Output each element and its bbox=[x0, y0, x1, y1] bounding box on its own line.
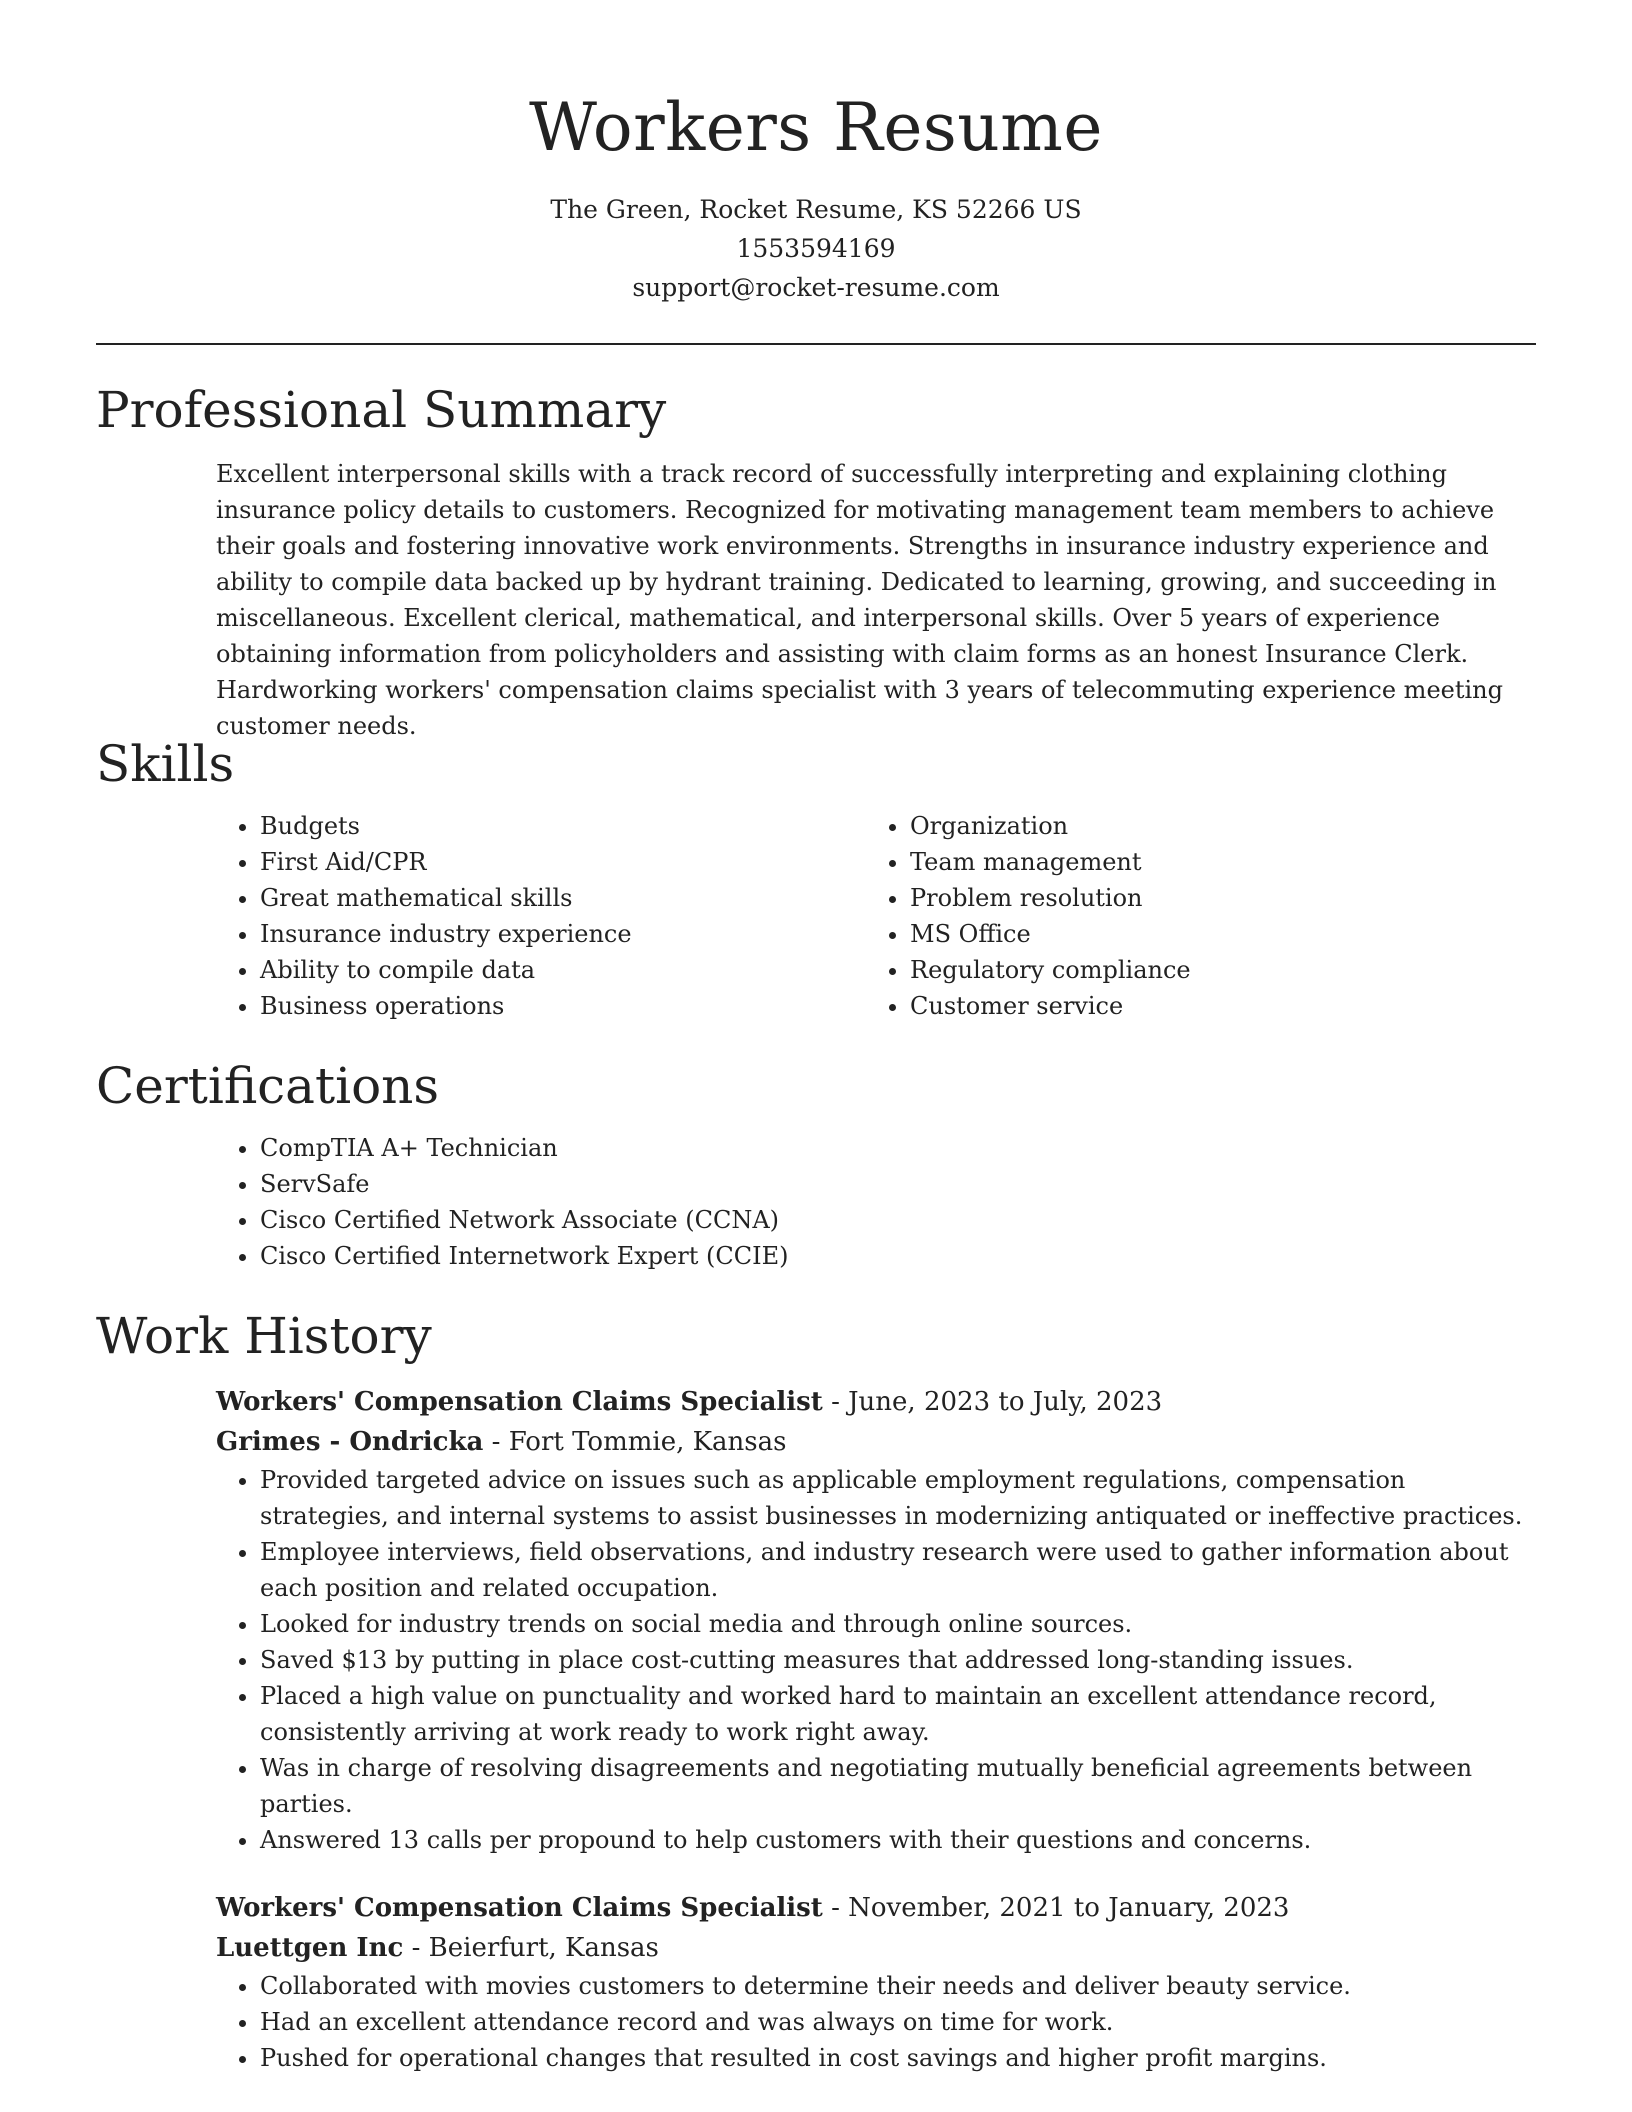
certification-item: • ServSafe bbox=[260, 1166, 1536, 1202]
job-company: Grimes - Ondricka bbox=[216, 1427, 484, 1457]
job-bullets bbox=[216, 1462, 1536, 1858]
job-bullet: • Had an excellent attendance record and was always on time for work. bbox=[260, 2004, 1536, 2040]
job-location: - Fort Tommie, Kansas bbox=[483, 1427, 787, 1457]
skill-item: • Problem resolution bbox=[910, 880, 1516, 916]
job-company: Luettgen Inc bbox=[216, 1933, 404, 1963]
skill-item: • Great mathematical skills bbox=[260, 880, 866, 916]
skill-item: • Insurance industry experience bbox=[260, 916, 866, 952]
skills-grid bbox=[216, 808, 1536, 1024]
job-bullet: • Placed a high value on punctuality and worked hard to maintain an excellent attendance record, consistently arriving at work ready to work right away. bbox=[260, 1678, 1536, 1750]
skill-item: • Ability to compile data bbox=[260, 952, 866, 988]
skill-item: • Budgets bbox=[260, 808, 866, 844]
job-position: Workers' Compensation Claims Specialist bbox=[216, 1893, 823, 1923]
resume-page bbox=[96, 0, 1536, 2072]
job-title-line bbox=[216, 1382, 1536, 1422]
job-dates: - June, 2023 to July, 2023 bbox=[822, 1387, 1163, 1417]
skills-section bbox=[96, 732, 1536, 1024]
certifications-section bbox=[96, 1054, 1536, 1274]
job-entry bbox=[216, 1382, 1536, 1858]
candidate-name: Workers Resume bbox=[529, 89, 1103, 166]
skill-item: • MS Office bbox=[910, 916, 1516, 952]
summary-text: Excellent interpersonal skills with a track record of successfully interpreting and explaining clothing insurance policy details to customers. Recognized for motivating management team members to achieve their goals and fostering innovative work environments. Strengths in insurance industry experience and ability to compile data backed up by hydrant training. Dedicated to learning, growing, and succeeding in miscellaneous. Excellent clerical, mathematical, and interpersonal skills. Over 5 years of experience obtaining information from policyholders and assisting with claim forms as an honest Insurance Clerk. Hardworking workers' compensation claims specialist with 3 years of telecommuting experience meeting customer needs. bbox=[216, 460, 1503, 740]
job-location: - Beierfurt, Kansas bbox=[403, 1933, 659, 1963]
summary-section bbox=[96, 378, 1536, 744]
skill-item: • Organization bbox=[910, 808, 1516, 844]
resume-header bbox=[96, 0, 1536, 345]
certifications-title: Certifications bbox=[96, 1057, 440, 1115]
address: The Green, Rocket Resume, KS 52266 US bbox=[550, 195, 1082, 224]
header-divider bbox=[96, 343, 1536, 345]
skill-item: • First Aid/CPR bbox=[260, 844, 866, 880]
job-bullet: • Was in charge of resolving disagreements and negotiating mutually beneficial agreements between parties. bbox=[260, 1750, 1536, 1822]
certification-item: • Cisco Certified Internetwork Expert (CCIE) bbox=[260, 1238, 1536, 1274]
certifications-list bbox=[216, 1130, 1536, 1274]
job-bullets bbox=[216, 1968, 1536, 2076]
job-position: Workers' Compensation Claims Specialist bbox=[216, 1387, 823, 1417]
job-bullet: • Pushed for operational changes that resulted in cost savings and higher profit margins. bbox=[260, 2040, 1536, 2076]
job-title-line bbox=[216, 1888, 1536, 1928]
skill-item: • Team management bbox=[910, 844, 1516, 880]
certification-item: • CompTIA A+ Technician bbox=[260, 1130, 1536, 1166]
certification-item: • Cisco Certified Network Associate (CCNA) bbox=[260, 1202, 1536, 1238]
job-bullet: • Answered 13 calls per propound to help customers with their questions and concerns. bbox=[260, 1822, 1536, 1858]
job-company-line bbox=[216, 1422, 1536, 1462]
job-entry bbox=[216, 1888, 1536, 2076]
skills-column-left bbox=[216, 808, 866, 1024]
job-bullet: • Saved $13 by putting in place cost-cutting measures that addressed long-standing issues. bbox=[260, 1642, 1536, 1678]
work-history-title: Work History bbox=[96, 1307, 432, 1365]
job-bullet: • Provided targeted advice on issues such as applicable employment regulations, compensation strategies, and internal systems to assist businesses in modernizing antiquated or ineffective practices. bbox=[260, 1462, 1536, 1534]
email: support@rocket-resume.com bbox=[632, 273, 1000, 302]
phone: 1553594169 bbox=[736, 234, 896, 263]
job-bullet: • Collaborated with movies customers to determine their needs and deliver beauty service. bbox=[260, 1968, 1536, 2004]
job-company-line bbox=[216, 1928, 1536, 1968]
job-bullet: • Employee interviews, field observations, and industry research were used to gather information about each position and related occupation. bbox=[260, 1534, 1536, 1606]
skill-item: • Regulatory compliance bbox=[910, 952, 1516, 988]
job-bullet: • Looked for industry trends on social media and through online sources. bbox=[260, 1606, 1536, 1642]
job-dates: - November, 2021 to January, 2023 bbox=[822, 1893, 1290, 1923]
skills-title: Skills bbox=[96, 735, 235, 793]
summary-title: Professional Summary bbox=[96, 381, 667, 439]
work-history-section bbox=[96, 1304, 1536, 2076]
skill-item: • Business operations bbox=[260, 988, 866, 1024]
skills-column-right bbox=[866, 808, 1516, 1024]
skill-item: • Customer service bbox=[910, 988, 1516, 1024]
contact-block bbox=[96, 190, 1536, 307]
